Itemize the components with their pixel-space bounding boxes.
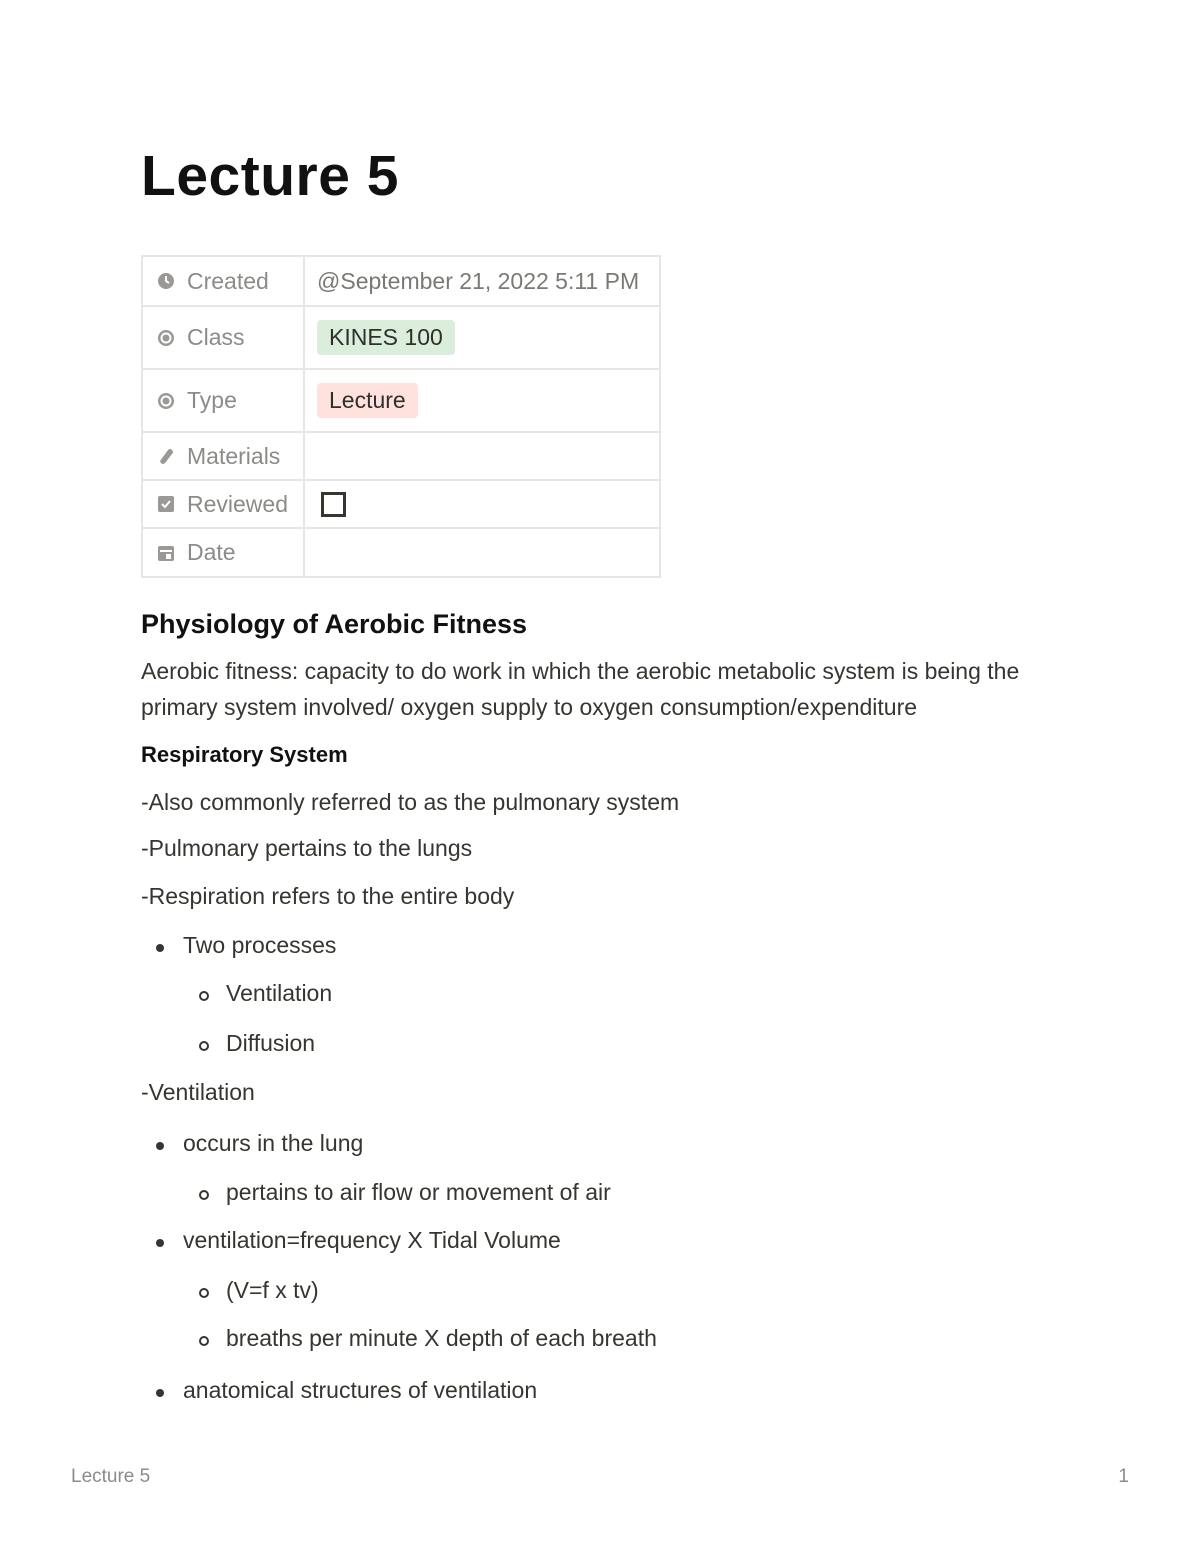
created-date-value: @September 21, 2022 5:11 PM xyxy=(317,267,640,294)
select-icon xyxy=(155,390,177,412)
page-number: 1 xyxy=(1118,1466,1129,1487)
list-item: occurs in the lung xyxy=(183,1130,363,1157)
clock-icon xyxy=(155,270,177,292)
paperclip-icon xyxy=(155,445,177,467)
list-item: anatomical structures of ventilation xyxy=(183,1377,537,1404)
section-heading: Physiology of Aerobic Fitness xyxy=(141,609,528,639)
property-label-date: Date xyxy=(187,539,236,565)
subheading-respiratory: Respiratory System xyxy=(141,742,348,767)
property-row-class xyxy=(142,306,660,369)
select-icon xyxy=(155,327,177,349)
checkbox-icon xyxy=(155,493,177,515)
property-row-date xyxy=(142,528,660,577)
page-title: Lecture 5 xyxy=(141,144,399,208)
text-line: -Ventilation xyxy=(141,1079,255,1105)
list-item: Diffusion xyxy=(226,1030,315,1057)
property-row-materials xyxy=(142,432,660,480)
reviewed-checkbox[interactable] xyxy=(321,492,346,517)
property-row-created xyxy=(142,256,660,306)
class-tag[interactable]: KINES 100 xyxy=(317,320,455,355)
bullet-dot xyxy=(156,944,164,952)
intro-paragraph: Aerobic fitness: capacity to do work in which the aerobic metabolic system is being the primary system involved/ oxygen supply to oxygen consumption/expenditure xyxy=(141,658,1020,720)
list-item: pertains to air flow or movement of air xyxy=(226,1179,611,1206)
property-label-class: Class xyxy=(187,324,245,350)
bullet-ring xyxy=(199,991,209,1001)
text-line: -Respiration refers to the entire body xyxy=(141,883,515,909)
bullet-ring xyxy=(199,1336,209,1346)
footer-title: Lecture 5 xyxy=(71,1466,151,1487)
date-value[interactable] xyxy=(304,528,660,577)
materials-value[interactable] xyxy=(304,432,660,480)
bullet-ring xyxy=(199,1041,209,1051)
bullet-ring xyxy=(199,1288,209,1298)
list-item: ventilation=frequency X Tidal Volume xyxy=(183,1227,561,1254)
property-label-reviewed: Reviewed xyxy=(187,490,288,517)
property-row-type xyxy=(142,369,660,432)
bullet-dot xyxy=(156,1142,164,1150)
bullet-dot xyxy=(156,1389,164,1397)
list-item: breaths per minute X depth of each breath xyxy=(226,1325,657,1352)
list-item: (V=f x tv) xyxy=(226,1277,319,1304)
property-label-type: Type xyxy=(187,387,237,413)
list-item: Ventilation xyxy=(226,980,332,1007)
property-label-materials: Materials xyxy=(187,442,281,469)
text-line: -Pulmonary pertains to the lungs xyxy=(141,835,473,861)
type-tag[interactable]: Lecture xyxy=(317,383,418,418)
property-label-created: Created xyxy=(187,267,269,294)
property-row-reviewed xyxy=(142,480,660,528)
calendar-icon xyxy=(155,542,177,564)
properties-table xyxy=(141,255,661,578)
text-line: -Also commonly referred to as the pulmonary system xyxy=(141,789,680,815)
bullet-dot xyxy=(156,1239,164,1247)
list-item: Two processes xyxy=(183,932,336,959)
bullet-ring xyxy=(199,1190,209,1200)
